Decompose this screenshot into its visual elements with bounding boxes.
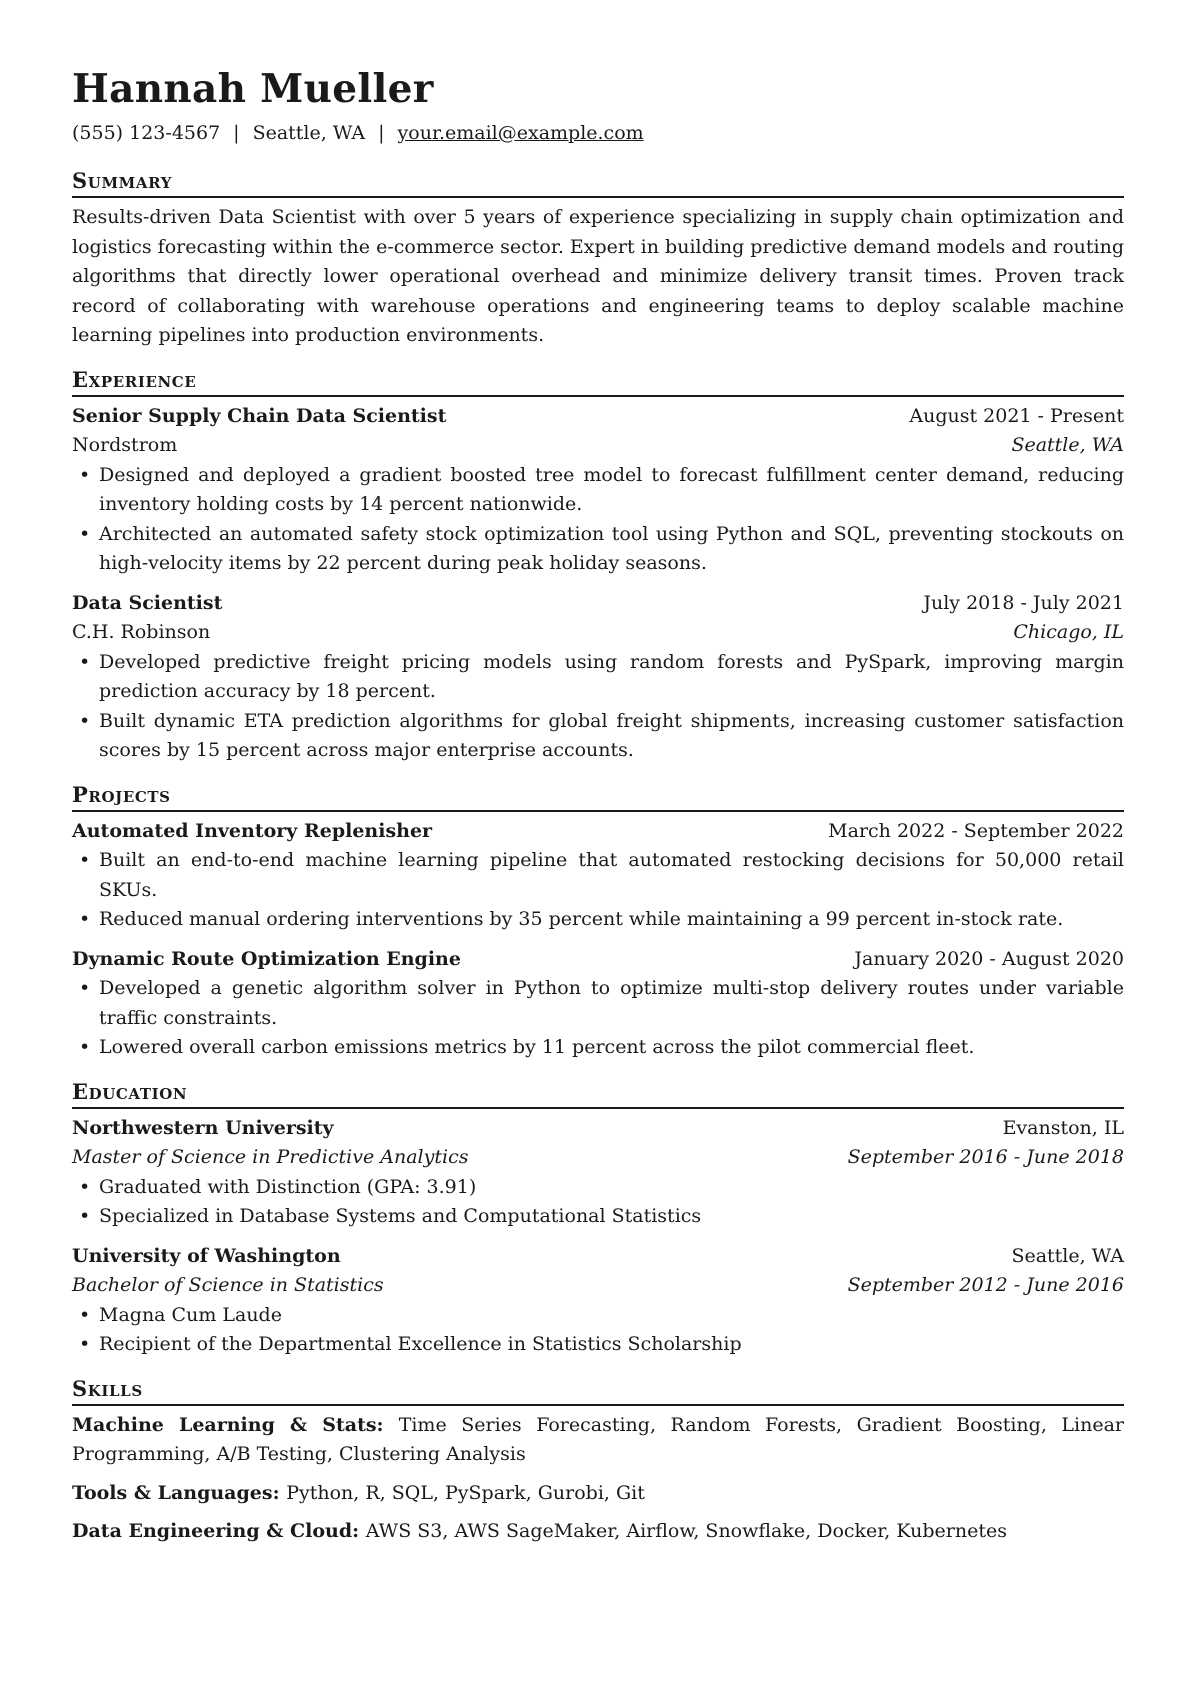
skill-group [72,1517,1124,1547]
skill-value: Python, R, SQL, PySpark, Gurobi, Git [286,1481,645,1504]
education-bullets [72,1301,1124,1360]
job-subheader [72,431,1124,461]
bullet-item: • Graduated with Distinction (GPA: 3.91) [72,1173,1124,1203]
skill-label: Data Engineering & Cloud: [72,1520,366,1542]
bullet-item: • Developed predictive freight pricing models using random forests and PySpark, improving margin prediction accuracy by 18 percent. [72,648,1124,707]
bullet-item: • Architected an automated safety stock optimization tool using Python and SQL, preventing stockouts on high-velocity items by 22 percent during peak holiday seasons. [72,520,1124,579]
job-subheader [72,618,1124,648]
skill-label: Tools & Languages: [72,1481,287,1504]
summary-text: Results-driven Data Scientist with over 5 years of experience specializing in supply chain optimization and logistics forecasting within the e-commerce sector. Expert in building predictive demand models and routing algorithms that directly lower operational overhead and minimize delivery transit times. Proven track record of collaborating with warehouse operations and engineering teams to deploy scalable machine learning pipelines into production environments. [72,206,1124,346]
job-header [72,402,1124,432]
section-title-summary: Summary [72,168,1124,198]
school-location: Seattle, WA [1011,1244,1124,1267]
bullet-item: • Built dynamic ETA prediction algorithms for global freight shipments, increasing customer satisfaction scores by 15 percent across major enterprise accounts. [72,707,1124,766]
section-title-experience: Experience [72,367,1124,397]
skills-section [72,1376,1124,1547]
project-name: Automated Inventory Replenisher [72,819,433,842]
contact-separator: | [378,122,385,144]
job-bullets [72,648,1124,766]
project-name: Dynamic Route Optimization Engine [72,947,461,970]
project-bullets [72,846,1124,935]
contact-line [72,120,1124,146]
education-section [72,1079,1124,1360]
experience-section [72,367,1124,766]
job-entry [72,589,1124,766]
job-role: Data Scientist [72,591,223,614]
school-name: Northwestern University [72,1116,334,1139]
job-bullets [72,461,1124,579]
degree-line [72,1271,1124,1301]
project-header [72,945,1124,975]
bullet-item: • Specialized in Database Systems and Computational Statistics [72,1202,1124,1232]
school-header [72,1242,1124,1272]
project-header [72,817,1124,847]
education-entry [72,1114,1124,1232]
degree-line [72,1143,1124,1173]
job-dates: August 2021 - Present [909,404,1124,427]
phone-number: (555) 123-4567 [72,122,221,144]
project-dates: March 2022 - September 2022 [828,819,1124,842]
skill-label: Machine Learning & Stats: [72,1413,399,1436]
bullet-item: • Lowered overall carbon emissions metrics by 11 percent across the pilot commercial fleet. [72,1033,1124,1063]
bullet-item: • Developed a genetic algorithm solver in Python to optimize multi-stop delivery routes under variable traffic constraints. [72,974,1124,1033]
bullet-item: • Designed and deployed a gradient boosted tree model to forecast fulfillment center demand, reducing inventory holding costs by 14 percent nationwide. [72,461,1124,520]
skill-group [72,1479,1124,1509]
job-company: C.H. Robinson [72,621,211,643]
skill-value: Time Series Forecasting, Random Forests, Gradient Boosting, Linear Programming, A/B Testing, Clustering Analysis [72,1413,1124,1465]
job-role: Senior Supply Chain Data Scientist [72,404,447,427]
candidate-name: Hannah Mueller [72,66,434,112]
projects-section [72,782,1124,1063]
skill-value: AWS S3, AWS SageMaker, Airflow, Snowflake, Docker, Kubernetes [365,1520,1007,1542]
job-header [72,589,1124,619]
job-location: Chicago, IL [1013,621,1124,643]
location: Seattle, WA [252,122,366,144]
section-title-education: Education [72,1079,1124,1109]
bullet-item: • Reduced manual ordering interventions by 35 percent while maintaining a 99 percent in-stock rate. [72,905,1124,935]
bullet-item: • Recipient of the Departmental Excellence in Statistics Scholarship [72,1330,1124,1360]
job-entry [72,402,1124,579]
education-entry [72,1242,1124,1360]
bullet-item: • Magna Cum Laude [72,1301,1124,1331]
degree-name: Master of Science in Predictive Analytics [72,1146,469,1168]
project-entry [72,817,1124,935]
contact-separator: | [233,122,240,144]
section-title-projects: Projects [72,782,1124,812]
job-dates: July 2018 - July 2021 [923,591,1124,614]
summary-section [72,168,1124,351]
degree-name: Bachelor of Science in Statistics [72,1274,384,1296]
project-bullets [72,974,1124,1063]
bullet-item: • Built an end-to-end machine learning pipeline that automated restocking decisions for 50,000 retail SKUs. [72,846,1124,905]
skill-group [72,1411,1124,1470]
school-name: University of Washington [72,1244,341,1267]
school-location: Evanston, IL [1002,1116,1124,1139]
degree-dates: September 2016 - June 2018 [847,1146,1124,1168]
education-bullets [72,1173,1124,1232]
degree-dates: September 2012 - June 2016 [847,1274,1124,1296]
project-dates: January 2020 - August 2020 [854,947,1124,970]
section-title-skills: Skills [72,1376,1124,1406]
school-header [72,1114,1124,1144]
email-link[interactable]: your.email@example.com [397,122,644,144]
job-location: Seattle, WA [1011,434,1124,456]
project-entry [72,945,1124,1063]
job-company: Nordstrom [72,434,178,456]
